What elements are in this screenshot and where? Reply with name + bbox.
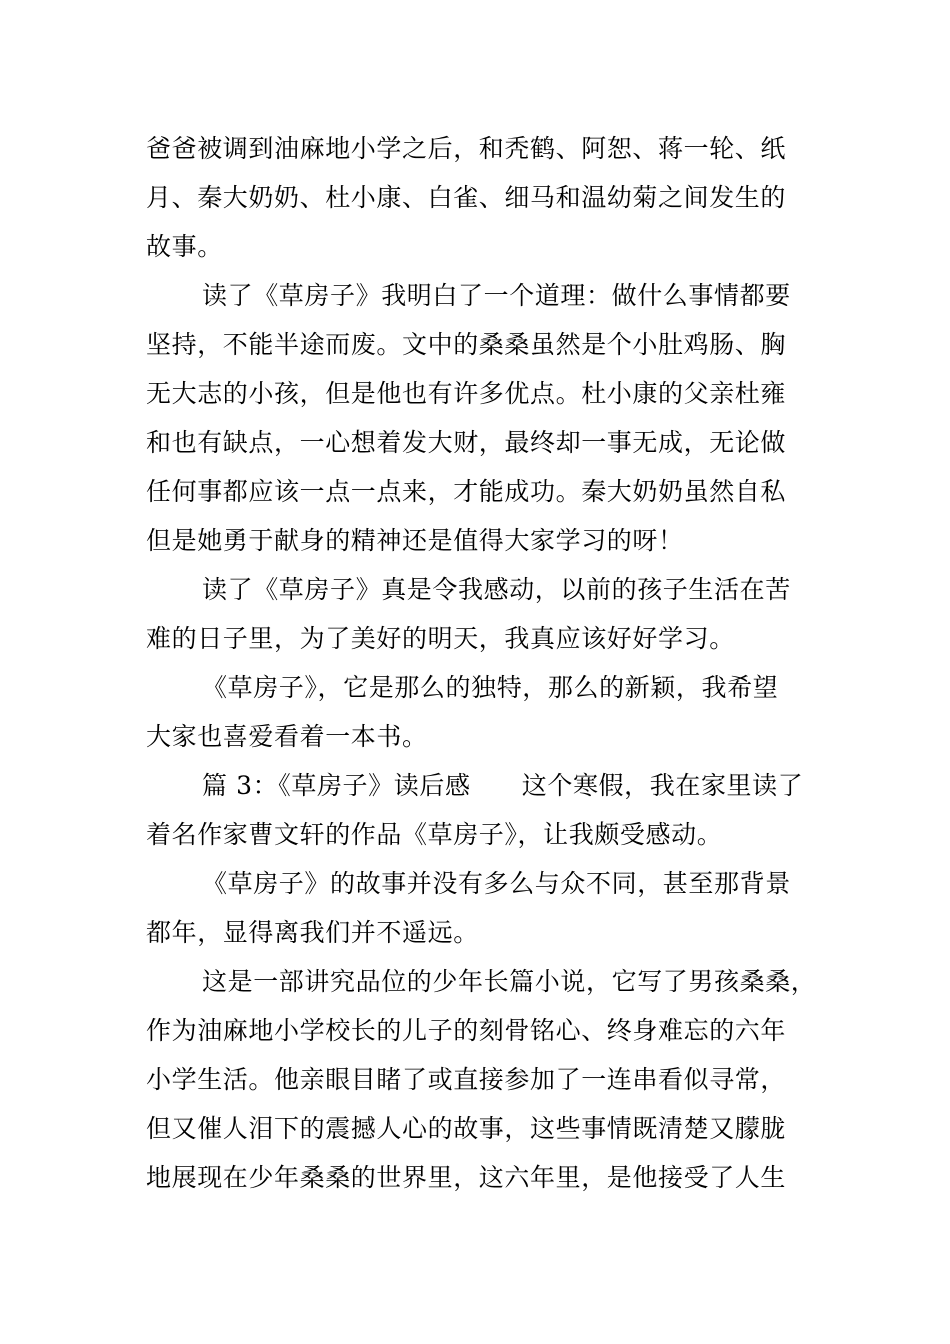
text-line: 但是她勇于献身的精神还是值得大家学习的呀！ [146,526,684,555]
text-line: 着名作家曹文轩的作品《草房子》，让我颇受感动。 [146,820,723,849]
text-line: 难的日子里，为了美好的明天，我真应该好好学习。 [146,624,735,653]
text-line: 但又催人泪下的震撼人心的故事，这些事情既清楚又朦胧 [146,1114,787,1143]
text-line: 这是一部讲究品位的少年长篇小说，它写了男孩桑桑， [202,967,817,996]
document-body [146,124,817,1202]
text-line: 都年，显得离我们并不遥远。 [146,918,479,947]
text-line: 和也有缺点，一心想着发大财，最终却一事无成，无论做 [146,428,787,457]
text-line: 篇 3：《草房子》读后感 这个寒假，我在家里读了 [202,771,804,800]
text-line: 无大志的小孩，但是他也有许多优点。杜小康的父亲杜雍 [146,379,787,408]
text-line: 坚持，不能半途而废。文中的桑桑虽然是个小肚鸡肠、胸 [146,330,787,359]
text-line: 任何事都应该一点一点来，才能成功。秦大奶奶虽然自私 [146,477,787,506]
text-line: 故事。 [146,232,223,261]
text-line: 《草房子》的故事并没有多么与众不同，甚至那背景 [202,869,791,898]
text-line: 作为油麻地小学校长的儿子的刻骨铭心、终身难忘的六年 [146,1016,787,1045]
text-line: 《草房子》，它是那么的独特，那么的新颖，我希望 [202,673,779,702]
text-line: 月、秦大奶奶、杜小康、白雀、细马和温幼菊之间发生的 [146,183,787,212]
text-line: 爸爸被调到油麻地小学之后，和秃鹤、阿恕、蒋一轮、纸 [146,134,787,163]
text-line: 读了《草房子》真是令我感动，以前的孩子生活在苦 [202,575,791,604]
text-line: 小学生活。他亲眼目睹了或直接参加了一连串看似寻常， [146,1065,787,1094]
text-line: 地展现在少年桑桑的世界里，这六年里，是他接受了人生 [146,1163,787,1192]
text-line: 读了《草房子》我明白了一个道理：做什么事情都要 [202,281,791,310]
text-line: 大家也喜爱看着一本书。 [146,722,428,751]
